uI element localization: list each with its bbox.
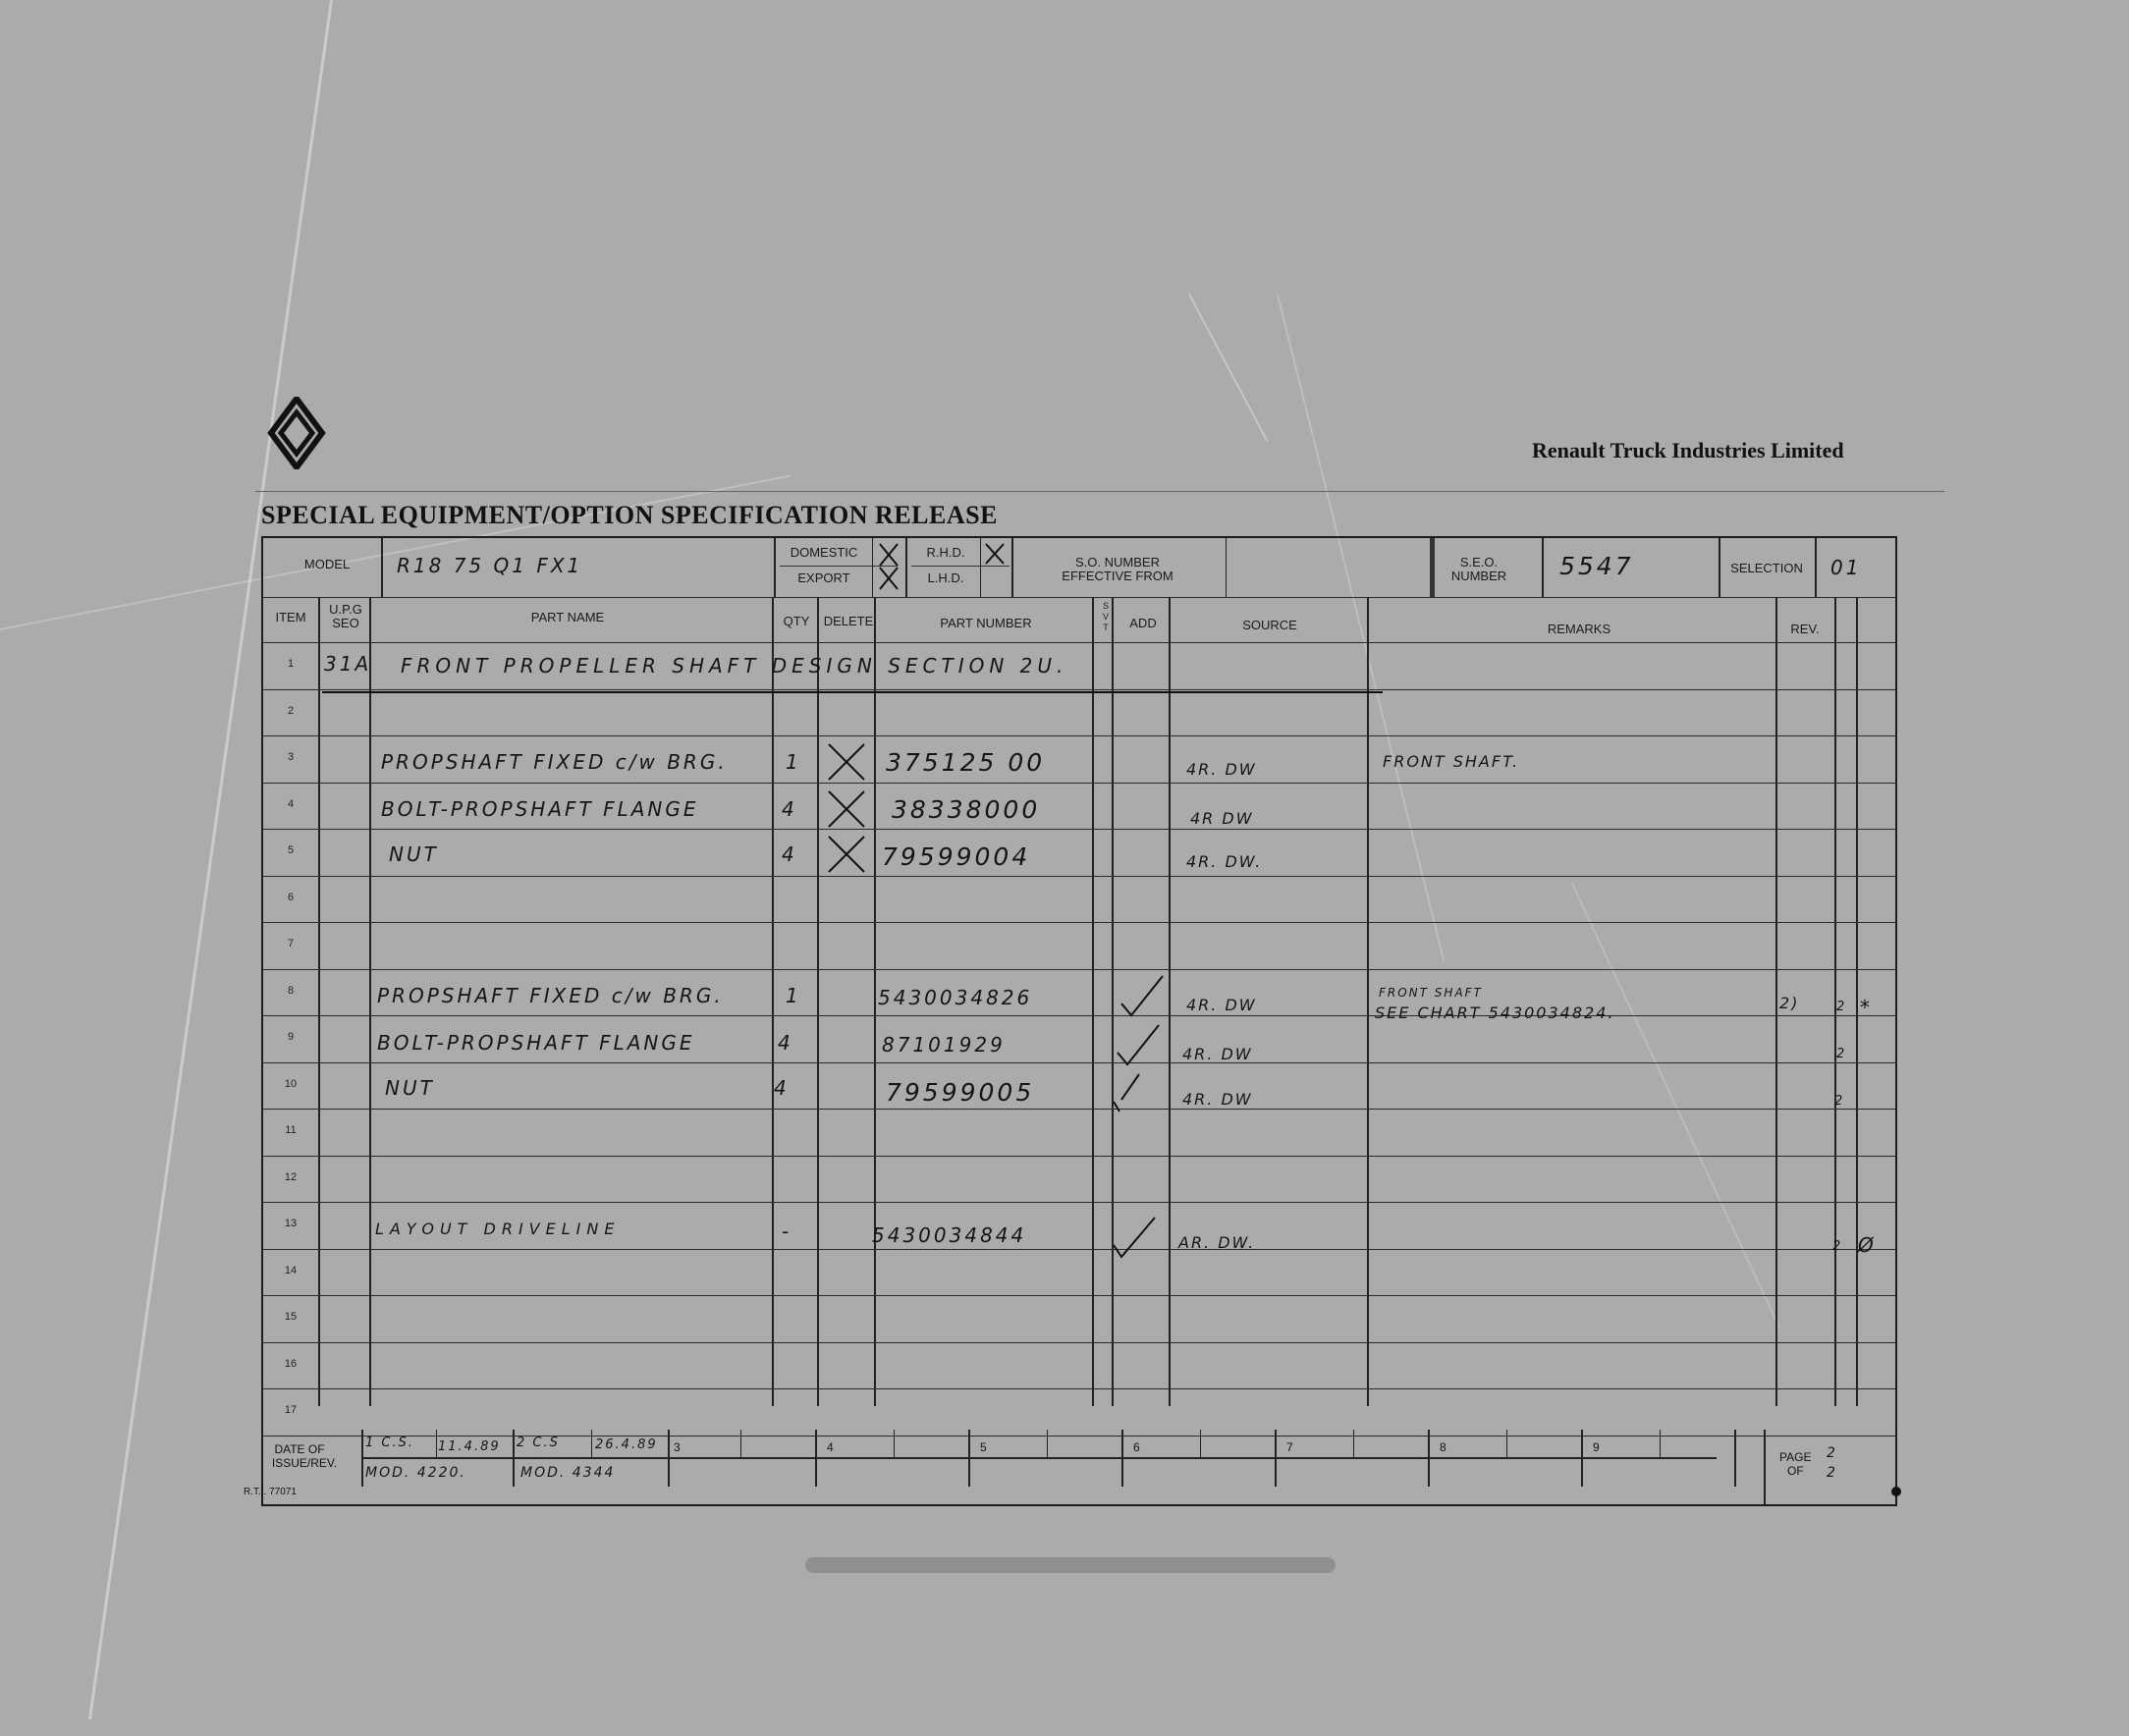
divider	[1428, 1430, 1430, 1487]
row-4-part-name[interactable]: BOLT-PROPSHAFT FLANGE	[381, 797, 699, 821]
page-title: SPECIAL EQUIPMENT/OPTION SPECIFICATION RELEASE	[261, 501, 998, 529]
row-number: 16	[284, 1358, 298, 1370]
row-divider	[263, 922, 1895, 923]
divider	[381, 538, 383, 597]
divider	[513, 1430, 515, 1487]
divider	[874, 597, 876, 1406]
divider	[872, 538, 873, 597]
revision-slot-number: 8	[1440, 1440, 1447, 1454]
row-divider	[263, 1015, 1895, 1016]
row-9-source[interactable]: 4R. DW	[1182, 1045, 1253, 1063]
row-5-qty[interactable]: 4	[782, 842, 797, 866]
row-5-part-number[interactable]: 79599004	[882, 842, 1031, 871]
divider	[740, 1430, 741, 1457]
divider	[911, 566, 1010, 567]
revision-slot-number: 3	[674, 1440, 681, 1454]
export-label: EXPORT	[797, 570, 850, 585]
row-3-source[interactable]: 4R. DW	[1186, 760, 1257, 779]
divider	[1200, 1430, 1201, 1457]
col-part-number: PART NUMBER	[940, 616, 1032, 630]
divider	[817, 597, 819, 1406]
row-3-qty[interactable]: 1	[786, 750, 801, 774]
divider	[1719, 538, 1720, 597]
row-9-qty[interactable]: 4	[778, 1031, 793, 1055]
row-divider	[263, 1436, 1895, 1437]
divider	[369, 597, 371, 1406]
row-8-part-number[interactable]: 5430034826	[878, 986, 1033, 1009]
revision-slot-number: 6	[1133, 1440, 1140, 1454]
divider	[1226, 538, 1227, 597]
heading-text: FRONT PROPELLER SHAFT DESIGN SECTION 2U.	[401, 654, 1068, 678]
bottom-shadow	[805, 1557, 1336, 1573]
row-4-source[interactable]: 4R DW	[1190, 809, 1254, 828]
col-qty: QTY	[783, 614, 810, 628]
of-label: OF	[1787, 1464, 1804, 1478]
row-number: 17	[284, 1404, 298, 1416]
spec-form	[261, 536, 1897, 1506]
row-8-source[interactable]: 4R. DW	[1186, 996, 1257, 1014]
divider	[1011, 538, 1013, 597]
divider	[1112, 597, 1114, 1406]
row-number: 3	[287, 751, 295, 763]
divider	[815, 1430, 817, 1487]
row-13-col-a[interactable]: 2	[1832, 1239, 1843, 1254]
col-add: ADD	[1129, 616, 1157, 630]
divider	[591, 1430, 592, 1457]
row-3-remarks[interactable]: FRONT SHAFT.	[1383, 752, 1520, 771]
revision-slot-number: 5	[980, 1440, 987, 1454]
divider	[263, 642, 1895, 643]
divider	[1121, 1430, 1123, 1487]
divider	[1660, 1430, 1661, 1457]
row-divider	[263, 1109, 1895, 1110]
row-9-part-name[interactable]: BOLT-PROPSHAFT FLANGE	[377, 1031, 695, 1055]
selection-label: SELECTION	[1730, 561, 1803, 575]
divider	[894, 1430, 895, 1457]
divider	[1092, 597, 1094, 1406]
row-10-part-number[interactable]: 79599005	[886, 1078, 1035, 1107]
col-item: ITEM	[275, 610, 306, 624]
row-divider	[263, 1062, 1895, 1063]
rev1-mod: MOD. 4220.	[365, 1465, 466, 1481]
row-8-col-b[interactable]: *	[1860, 996, 1873, 1019]
row-4-part-number[interactable]: 38338000	[892, 795, 1041, 824]
row-13-part-number[interactable]: 5430034844	[872, 1223, 1027, 1247]
row-number: 12	[284, 1171, 298, 1183]
seo-number-label-1: S.E.O.	[1459, 555, 1499, 570]
row-13-qty[interactable]: -	[782, 1220, 792, 1243]
row-8-remarks-2[interactable]: SEE CHART 5430034824.	[1375, 1004, 1615, 1022]
row-10-part-name[interactable]: NUT	[385, 1076, 435, 1100]
lhd-label: L.H.D.	[927, 570, 964, 585]
of-value: 2	[1827, 1465, 1837, 1481]
row-8-add-check-icon[interactable]	[1118, 974, 1167, 1017]
rev1-initials: 1 C.S.	[365, 1436, 414, 1450]
model-value[interactable]: R18 75 Q1 FX1	[397, 554, 583, 577]
divider	[436, 1430, 437, 1457]
divider	[968, 1430, 970, 1487]
row-divider	[263, 783, 1895, 784]
divider	[1775, 597, 1777, 1406]
col-delete: DELETE	[823, 614, 874, 628]
row-13-add-check-icon[interactable]	[1110, 1216, 1159, 1259]
form-code: R.T.I. 77071	[244, 1487, 297, 1497]
row-divider	[263, 1156, 1895, 1157]
rhd-label: R.H.D.	[926, 545, 965, 560]
row-number: 13	[284, 1218, 298, 1229]
seo-number-value[interactable]: 5547	[1559, 552, 1634, 580]
divider	[772, 597, 774, 1406]
row-number: 11	[285, 1124, 297, 1136]
rev2-date: 26.4.89	[595, 1438, 658, 1452]
divider	[1542, 538, 1544, 597]
divider	[1169, 597, 1171, 1406]
row-5-source[interactable]: 4R. DW.	[1186, 852, 1263, 871]
divider	[668, 1430, 670, 1487]
row-divider	[263, 1249, 1895, 1250]
row-9-add-check-icon[interactable]	[1114, 1023, 1163, 1066]
row-divider	[263, 829, 1895, 830]
row-8-rev[interactable]: 2)	[1779, 994, 1800, 1012]
row-divider	[263, 1202, 1895, 1203]
divider	[255, 491, 1944, 492]
row-number: 5	[287, 844, 295, 856]
divider	[1856, 597, 1858, 1406]
company-name: Renault Truck Industries Limited	[1532, 438, 1844, 462]
col-source: SOURCE	[1242, 618, 1297, 632]
seo-number-label-2: NUMBER	[1450, 569, 1507, 583]
row-divider	[263, 969, 1895, 970]
domestic-label: DOMESTIC	[790, 545, 858, 560]
row-3-part-number[interactable]: 375125 00	[886, 748, 1046, 777]
date-of-issue-label-1: DATE OF	[274, 1442, 325, 1456]
divider	[1047, 1430, 1048, 1457]
divider	[263, 597, 1895, 598]
col-remarks: REMARKS	[1547, 622, 1611, 636]
date-of-issue-label-2: ISSUE/REV.	[271, 1456, 338, 1470]
divider	[1275, 1430, 1277, 1487]
divider	[1581, 1430, 1583, 1487]
row-number: 6	[287, 892, 295, 903]
page-label: PAGE	[1779, 1450, 1812, 1464]
row-10-qty[interactable]: 4	[774, 1076, 790, 1100]
revision-slot-number: 9	[1593, 1440, 1600, 1454]
revision-slot-number: 4	[827, 1440, 834, 1454]
col-part-name: PART NAME	[530, 610, 605, 624]
row-divider	[263, 1295, 1895, 1296]
divider	[1506, 1430, 1507, 1457]
row-divider	[263, 876, 1895, 877]
row-4-qty[interactable]: 4	[782, 797, 797, 821]
row-3-delete-mark[interactable]	[827, 742, 866, 782]
heading-upg: 31A	[324, 652, 372, 676]
row-number: 2	[287, 705, 295, 717]
effective-from-label: EFFECTIVE FROM	[1062, 569, 1174, 583]
row-number: 4	[287, 798, 295, 810]
row-8-qty[interactable]: 1	[786, 984, 801, 1007]
row-divider	[263, 689, 1895, 690]
row-number: 7	[287, 938, 295, 949]
heading-underline	[322, 691, 1383, 693]
rev1-date: 11.4.89	[438, 1439, 501, 1454]
col-svt: S V T	[1102, 601, 1109, 632]
row-13-source[interactable]: AR. DW.	[1178, 1233, 1256, 1252]
row-5-delete-mark[interactable]	[827, 835, 866, 874]
row-number: 10	[284, 1078, 298, 1090]
selection-value[interactable]: 01	[1830, 556, 1862, 579]
divider	[905, 538, 907, 597]
row-8-part-name[interactable]: PROPSHAFT FIXED c/w BRG.	[377, 984, 724, 1007]
so-number-label: S.O. NUMBER	[1075, 555, 1160, 570]
row-number: 8	[287, 985, 295, 997]
row-10-source[interactable]: 4R. DW	[1182, 1090, 1253, 1109]
row-number: 9	[287, 1031, 295, 1043]
rev2-mod: MOD. 4344	[520, 1465, 616, 1481]
row-5-part-name[interactable]: NUT	[389, 842, 439, 866]
page-value: 2	[1827, 1445, 1837, 1461]
divider	[318, 597, 320, 1406]
row-4-delete-mark[interactable]	[827, 789, 866, 829]
renault-logo-icon	[267, 397, 326, 469]
divider	[774, 538, 776, 597]
col-rev: REV.	[1790, 622, 1820, 636]
row-10-col-a[interactable]: 2	[1834, 1094, 1845, 1109]
row-divider	[263, 735, 1895, 736]
rhd-checkbox[interactable]	[984, 542, 1006, 566]
row-number: 14	[284, 1265, 298, 1276]
divider	[1815, 538, 1817, 597]
domestic-export-checkbox[interactable]	[878, 542, 900, 591]
row-3-part-name[interactable]: PROPSHAFT FIXED c/w BRG.	[381, 750, 728, 774]
row-divider	[263, 1342, 1895, 1343]
divider	[1367, 597, 1369, 1406]
row-divider	[263, 1388, 1895, 1389]
film-scratch	[1188, 294, 1269, 442]
revision-slot-number: 7	[1286, 1440, 1293, 1454]
divider	[1353, 1430, 1354, 1457]
row-13-col-b[interactable]: Ø	[1858, 1233, 1877, 1257]
row-number: 1	[287, 658, 295, 670]
divider	[1430, 538, 1435, 597]
divider	[1764, 1430, 1766, 1504]
row-8-remarks-1[interactable]: FRONT SHAFT	[1379, 986, 1483, 1000]
row-8-col-a[interactable]: 2	[1836, 1000, 1847, 1014]
ink-dot	[1891, 1487, 1901, 1496]
row-13-part-name[interactable]: LAYOUT DRIVELINE	[375, 1220, 621, 1238]
rev2-initials: 2 C.S	[517, 1436, 560, 1450]
row-10-add-check-icon[interactable]	[1110, 1072, 1159, 1115]
col-upg-seo: U.P.G SEO	[329, 602, 362, 630]
footer-divider	[361, 1457, 1717, 1459]
row-number: 15	[284, 1311, 298, 1323]
divider	[980, 538, 981, 597]
row-9-col-a[interactable]: 2	[1836, 1047, 1847, 1061]
model-label: MODEL	[303, 557, 351, 571]
row-9-part-number[interactable]: 87101929	[882, 1033, 1006, 1057]
divider	[1734, 1430, 1736, 1487]
